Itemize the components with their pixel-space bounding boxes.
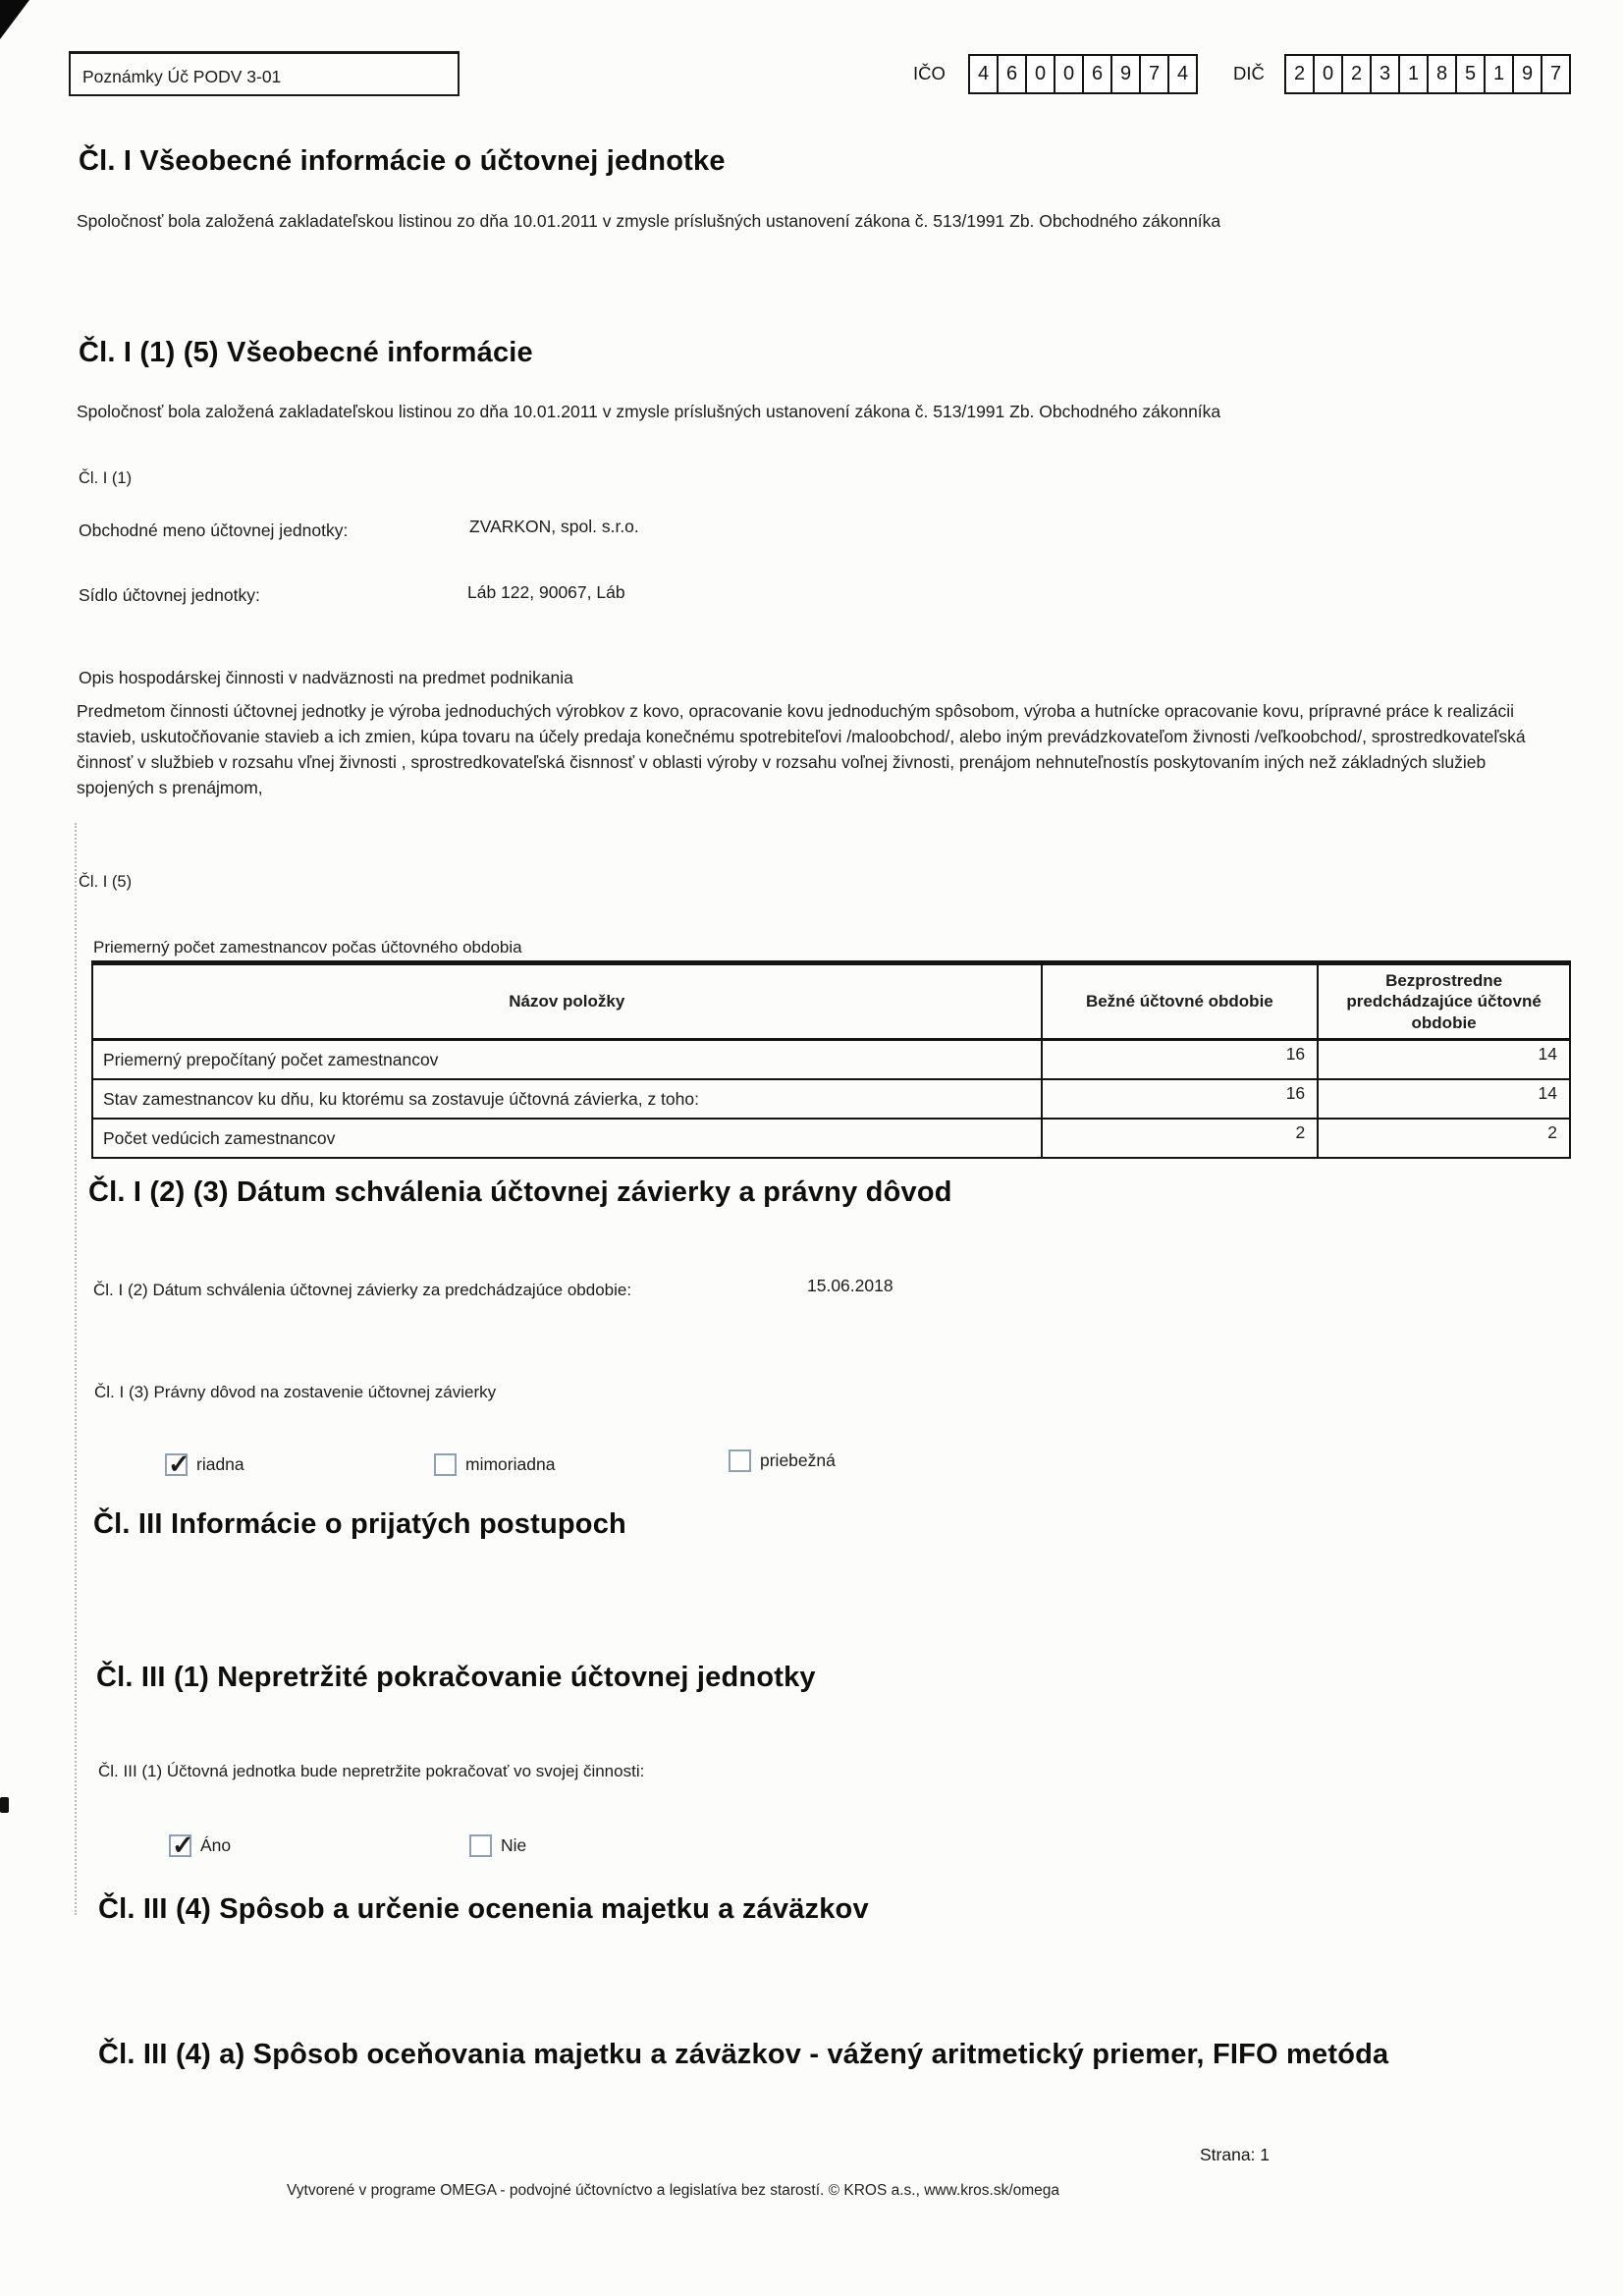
dic-digit: 1 bbox=[1484, 54, 1514, 94]
dic-digit: 0 bbox=[1313, 54, 1343, 94]
dic-digit: 5 bbox=[1455, 54, 1486, 94]
checkbox-icon bbox=[165, 1453, 188, 1476]
table-cell-name: Priemerný prepočítaný počet zamestnancov bbox=[92, 1039, 1042, 1079]
dic-digit: 2 bbox=[1341, 54, 1372, 94]
scan-dotted-line-artifact bbox=[75, 823, 77, 1915]
dic-digit-boxes bbox=[1284, 54, 1571, 94]
scan-corner-artifact bbox=[0, 0, 29, 39]
heading-approval-date: Čl. I (2) (3) Dátum schválenia účtovnej závierky a právny dôvod bbox=[88, 1176, 952, 1208]
heading-general-info-1-5: Čl. I (1) (5) Všeobecné informácie bbox=[79, 337, 533, 368]
dic-digit: 8 bbox=[1427, 54, 1457, 94]
checkbox-label: Nie bbox=[501, 1835, 527, 1855]
legal-reason-label: Čl. I (3) Právny dôvod na zostavenie účtovnej závierky bbox=[94, 1383, 497, 1401]
ico-label: IČO bbox=[913, 63, 946, 83]
paragraph-founding-2: Spoločnosť bola založená zakladateľskou listinou zo dňa 10.01.2011 v zmysle príslušných ustanovení zákona č. 513/1991 Zb. Obchodného zákonníka bbox=[77, 402, 1221, 421]
checkbox-ano[interactable] bbox=[169, 1834, 231, 1857]
table-header-current-period: Bežné účtovné obdobie bbox=[1042, 963, 1319, 1040]
dic-digit: 9 bbox=[1512, 54, 1542, 94]
table-cell-current: 16 bbox=[1042, 1079, 1319, 1119]
table-cell-previous: 2 bbox=[1318, 1119, 1570, 1158]
table-cell-name: Počet vedúcich zamestnancov bbox=[92, 1119, 1042, 1158]
table-row bbox=[92, 1119, 1570, 1158]
table-cell-previous: 14 bbox=[1318, 1079, 1570, 1119]
checkbox-label: Áno bbox=[200, 1835, 232, 1855]
checkbox-priebezna[interactable] bbox=[729, 1449, 836, 1472]
seat-value: Láb 122, 90067, Láb bbox=[467, 582, 625, 602]
table-row bbox=[92, 1079, 1570, 1119]
activity-description-label: Opis hospodárskej činnosti v nadväznosti na predmet podnikania bbox=[79, 668, 573, 687]
seat-label: Sídlo účtovnej jednotky: bbox=[79, 585, 260, 605]
employees-table-caption: Priemerný počet zamestnancov počas účtovného obdobia bbox=[93, 938, 522, 957]
table-cell-name: Stav zamestnancov ku dňu, ku ktorému sa zostavuje účtovná závierka, z toho: bbox=[92, 1079, 1042, 1119]
ico-digit: 6 bbox=[997, 54, 1027, 94]
footer-credit: Vytvorené v programe OMEGA - podvojné účtovníctvo a legislatíva bez starostí. © KROS a.s., www.kros.sk/omega bbox=[287, 2182, 1060, 2199]
subsection-label-cl-i-5: Čl. I (5) bbox=[79, 873, 133, 891]
checkbox-label: riadna bbox=[196, 1454, 244, 1474]
dic-digit: 7 bbox=[1541, 54, 1571, 94]
ico-digit: 6 bbox=[1082, 54, 1112, 94]
business-name-value: ZVARKON, spol. s.r.o. bbox=[469, 517, 639, 536]
table-cell-current: 16 bbox=[1042, 1039, 1319, 1079]
table-header-row bbox=[92, 963, 1570, 1040]
paragraph-founding: Spoločnosť bola založená zakladateľskou listinou zo dňa 10.01.2011 v zmysle príslušných ustanovení zákona č. 513/1991 Zb. Obchodného zákonníka bbox=[77, 211, 1221, 231]
ico-digit: 7 bbox=[1139, 54, 1169, 94]
page-number: Strana: 1 bbox=[1200, 2145, 1271, 2164]
scan-edge-artifact bbox=[0, 1797, 9, 1813]
heading-valuation-method: Čl. III (4) a) Spôsob oceňovania majetku a záväzkov - vážený aritmetický priemer, FIFO metóda bbox=[98, 2039, 1389, 2070]
table-cell-previous: 14 bbox=[1318, 1039, 1570, 1079]
checkbox-icon bbox=[169, 1834, 191, 1857]
dic-label: DIČ bbox=[1233, 63, 1265, 83]
table-header-previous-period: Bezprostredne predchádzajúce účtovné obdobie bbox=[1318, 963, 1570, 1040]
ico-digit: 0 bbox=[1025, 54, 1055, 94]
table-row bbox=[92, 1039, 1570, 1079]
heading-procedures: Čl. III Informácie o prijatých postupoch bbox=[93, 1508, 626, 1540]
dic-digit: 3 bbox=[1370, 54, 1400, 94]
checkbox-icon bbox=[469, 1834, 492, 1857]
ico-digit: 4 bbox=[968, 54, 999, 94]
business-name-label: Obchodné meno účtovnej jednotky: bbox=[79, 520, 349, 540]
checkbox-riadna[interactable] bbox=[165, 1453, 244, 1476]
ico-digit-boxes bbox=[968, 54, 1198, 94]
checkbox-icon bbox=[729, 1449, 751, 1472]
employees-table bbox=[91, 960, 1571, 1159]
form-name-box bbox=[69, 51, 460, 96]
approval-date-label: Čl. I (2) Dátum schválenia účtovnej závierky za predchádzajúce obdobie: bbox=[93, 1281, 632, 1299]
checkbox-label: priebežná bbox=[760, 1450, 836, 1470]
table-header-item-name: Názov položky bbox=[92, 963, 1042, 1040]
ico-digit: 0 bbox=[1054, 54, 1084, 94]
heading-general-info: Čl. I Všeobecné informácie o účtovnej jednotke bbox=[79, 145, 726, 177]
heading-going-concern: Čl. III (1) Nepretržité pokračovanie účtovnej jednotky bbox=[96, 1662, 816, 1693]
checkbox-label: mimoriadna bbox=[465, 1454, 556, 1474]
checkbox-mimoriadna[interactable] bbox=[434, 1453, 555, 1476]
checkbox-nie[interactable] bbox=[469, 1834, 526, 1857]
going-concern-question: Čl. III (1) Účtovná jednotka bude nepretržite pokračovať vo svojej činnosti: bbox=[98, 1762, 645, 1780]
dic-digit: 1 bbox=[1398, 54, 1429, 94]
checkbox-icon bbox=[434, 1453, 457, 1476]
table-cell-current: 2 bbox=[1042, 1119, 1319, 1158]
activity-description-text: Predmetom činnosti účtovnej jednotky je výroba jednoduchých výrobkov z kovo, opracovanie kovu jednoduchým spôsobom, výroba a hutnícke opracovanie kovu, prípravné práce k realizácii stavieb, uskutočňovanie stavieb a ich zmien, kúpa tovaru na účely predaja konečnému spotrebiteľovi /maloobchod/, alebo iným prevádzkovateľom živnosti /veľkoobchod/, sprostredkovateľská činnosť v službieb v rozsahu vľnej živnosti , sprostredkovateľská čisnnosť v oblasti výroby v rozsahu voľnej živnosti, prenájom nehnuteľnostís poskytovaním iných než základných služieb spojených s prenájmom, bbox=[77, 701, 1526, 797]
form-name: Poznámky Úč PODV 3-01 bbox=[82, 67, 282, 86]
subsection-label-cl-i-1: Čl. I (1) bbox=[79, 469, 133, 487]
ico-digit: 4 bbox=[1167, 54, 1198, 94]
ico-digit: 9 bbox=[1110, 54, 1141, 94]
heading-valuation: Čl. III (4) Spôsob a určenie ocenenia majetku a záväzkov bbox=[98, 1893, 869, 1925]
dic-digit: 2 bbox=[1284, 54, 1315, 94]
approval-date-value: 15.06.2018 bbox=[807, 1276, 893, 1295]
